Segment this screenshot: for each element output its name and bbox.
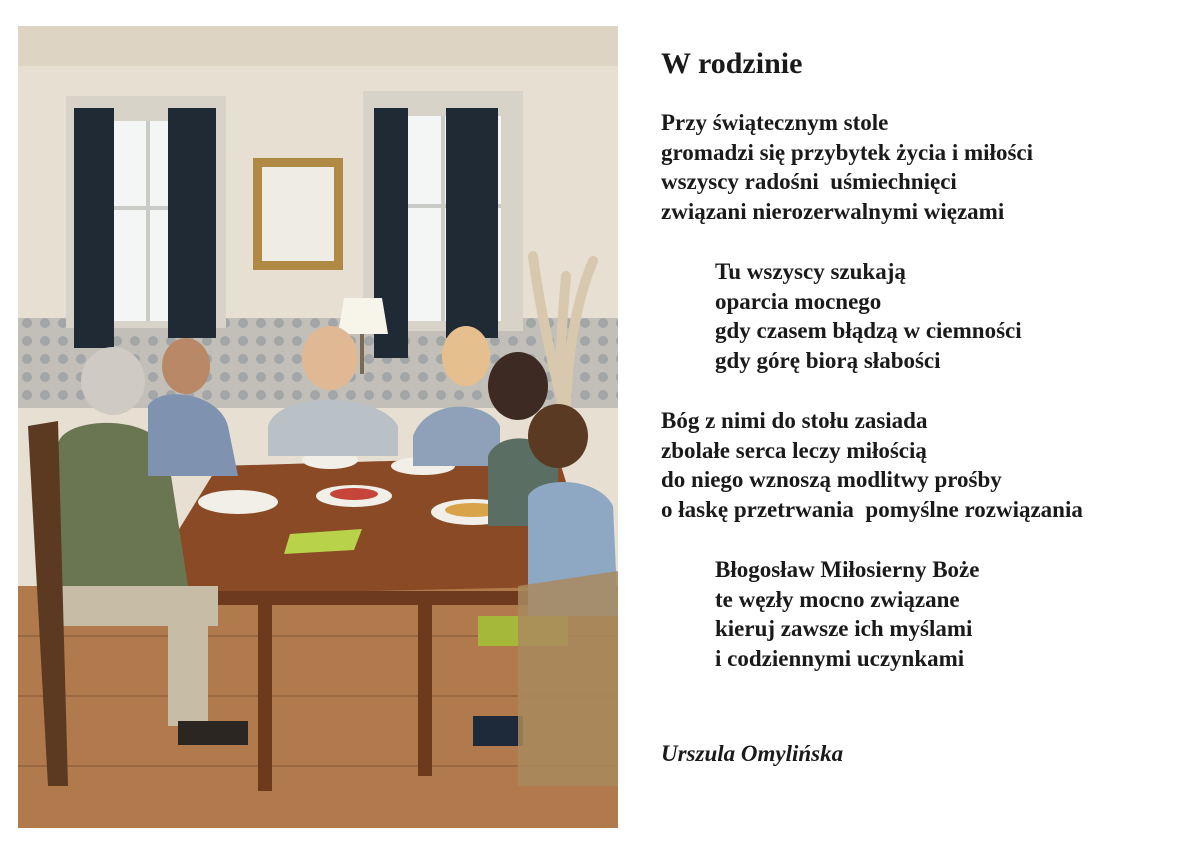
poem-title: W rodzinie — [661, 47, 803, 80]
poem-line: związani nierozerwalnymi więzami — [661, 198, 1005, 224]
left-window — [66, 96, 226, 348]
poem-line: o łaskę przetrwania pomyślne rozwiązania — [661, 496, 1083, 522]
poem-line: Błogosław Miłosierny Boże — [715, 557, 980, 582]
poem-line: Bóg z nimi do stołu zasiada — [661, 408, 928, 433]
poem-line: oparcia mocnego — [715, 288, 882, 314]
poem-line: i codziennymi uczynkami — [715, 645, 965, 671]
family-dinner-photo — [18, 26, 618, 828]
poem-line: gromadzi się przybytek życia i miłości — [661, 139, 1033, 165]
poem-line: te węzły mocno związane — [715, 586, 960, 612]
stanza-3 — [661, 406, 1181, 524]
poem-line: do niego wznoszą modlitwy prośby — [661, 467, 1002, 492]
poem-line: zbolałe serca leczy miłością — [661, 437, 927, 463]
poem-line: wszyscy radośni uśmiechnięci — [661, 169, 957, 194]
stanza-4 — [661, 555, 1181, 673]
right-window — [363, 91, 523, 358]
stanza-1 — [661, 108, 1181, 226]
poem-author: Urszula Omylińska — [661, 741, 844, 766]
poem-line: kieruj zawsze ich myślami — [715, 616, 973, 641]
poem-line: Tu wszyscy szukają — [715, 259, 906, 284]
poem-line: Przy świątecznym stole — [661, 110, 889, 135]
poem-line: gdy górę biorą słabości — [715, 347, 941, 373]
poem — [661, 44, 1181, 769]
poem-line: gdy czasem błądzą w ciemności — [715, 318, 1022, 343]
stanza-2 — [661, 257, 1181, 375]
